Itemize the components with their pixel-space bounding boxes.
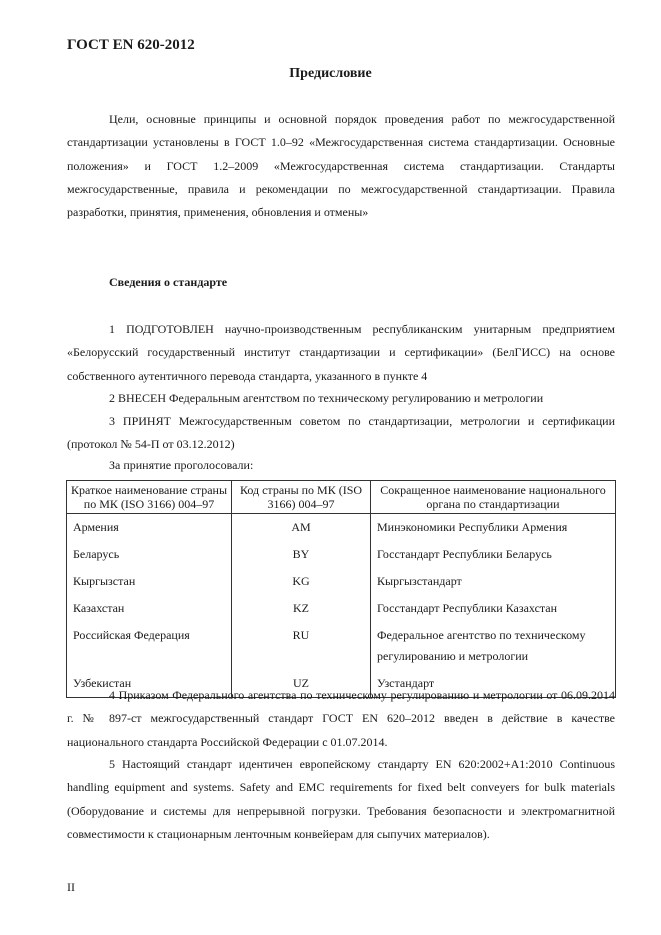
country-code-cell: KZ	[232, 595, 371, 622]
country-name-cell: Российская Федерация	[67, 622, 232, 670]
document-code-header: ГОСТ EN 620-2012	[67, 37, 195, 53]
table-header-row	[67, 481, 616, 514]
standards-body-cell: Минэкономики Республики Армения	[371, 514, 616, 542]
country-code-cell: RU	[232, 622, 371, 670]
table-header-cell: Код страны по МК (ISO 3166) 004–97	[232, 481, 371, 514]
table-row	[67, 568, 616, 595]
intro-paragraph: Цели, основные принципы и основной порядок проведения работ по межгосударственной стандартизации установлены в ГОСТ 1.0–92 «Межгосударственная система стандартизации. Основные положения» и ГОСТ 1.2–2009 «Межгосударственная система стандартизации. Стандарты межгосударственные, правила и рекомендации по межгосударственной стандартизации. Правила разработки, принятия, применения, обновления и отмены»	[67, 112, 615, 220]
country-name-cell: Беларусь	[67, 541, 232, 568]
table-row	[67, 514, 616, 542]
table-row	[67, 622, 616, 670]
country-code-cell: UZ	[232, 670, 371, 698]
standards-body-cell: Госстандарт Республики Казахстан	[371, 595, 616, 622]
country-code-cell: AM	[232, 514, 371, 542]
country-code-cell: KG	[232, 568, 371, 595]
item-5-paragraph: 5 Настоящий стандарт идентичен европейскому стандарту EN 620:2002+A1:2010 Continuous handling equipment and systems. Safety and EMC requirements for fixed belt conveyers for bulk materials (Оборудование и системы для непрерывной погрузки. Требования безопасности и электромагнитной совместимости к стационарным ленточным конвейерам для сыпучих материалов).	[67, 757, 615, 841]
table-row	[67, 541, 616, 568]
table-header-cell: Краткое наименование страны по МК (ISO 3166) 004–97	[67, 481, 232, 514]
voting-countries-table	[66, 480, 616, 698]
votes-label: За принятие проголосовали:	[109, 458, 254, 472]
page-title: Предисловие	[289, 66, 372, 81]
country-code-cell: BY	[232, 541, 371, 568]
item-2-paragraph: 2 ВНЕСЕН Федеральным агентством по техническому регулированию и метрологии	[109, 391, 544, 405]
standards-body-cell: Узстандарт	[371, 670, 616, 698]
item-3-paragraph: 3 ПРИНЯТ Межгосударственным советом по стандартизации, метрологии и сертификации (протокол № 54-П от 03.12.2012)	[67, 414, 615, 452]
table-row	[67, 595, 616, 622]
country-name-cell: Кыргызстан	[67, 568, 232, 595]
standards-body-cell: Кыргызстандарт	[371, 568, 616, 595]
standards-body-cell: Госстандарт Республики Беларусь	[371, 541, 616, 568]
page-number: II	[67, 880, 75, 894]
country-name-cell: Армения	[67, 514, 232, 542]
section-heading: Сведения о стандарте	[109, 275, 228, 289]
country-name-cell: Узбекистан	[67, 670, 232, 698]
item-1-paragraph: 1 ПОДГОТОВЛЕН научно-производственным республиканским унитарным предприятием «Белорусский государственный институт стандартизации и сертификации» (БелГИСС) на основе собственного аутентичного перевода стандарта, указанного в пункте 4	[67, 322, 615, 383]
table-header-cell: Сокращенное наименование национального органа по стандартизации	[371, 481, 616, 514]
country-name-cell: Казахстан	[67, 595, 232, 622]
item-4-paragraph: 4 Приказом Федерального агентства по техническому регулированию и метрологии от 06.09.2014 г. № 897-ст межгосударственный стандарт ГОСТ EN 620–2012 введен в действие в качестве национального стандарта Российской Федерации с 01.07.2014.	[67, 688, 615, 749]
standards-body-cell: Федеральное агентство по техническому регулированию и метрологии	[371, 622, 616, 670]
